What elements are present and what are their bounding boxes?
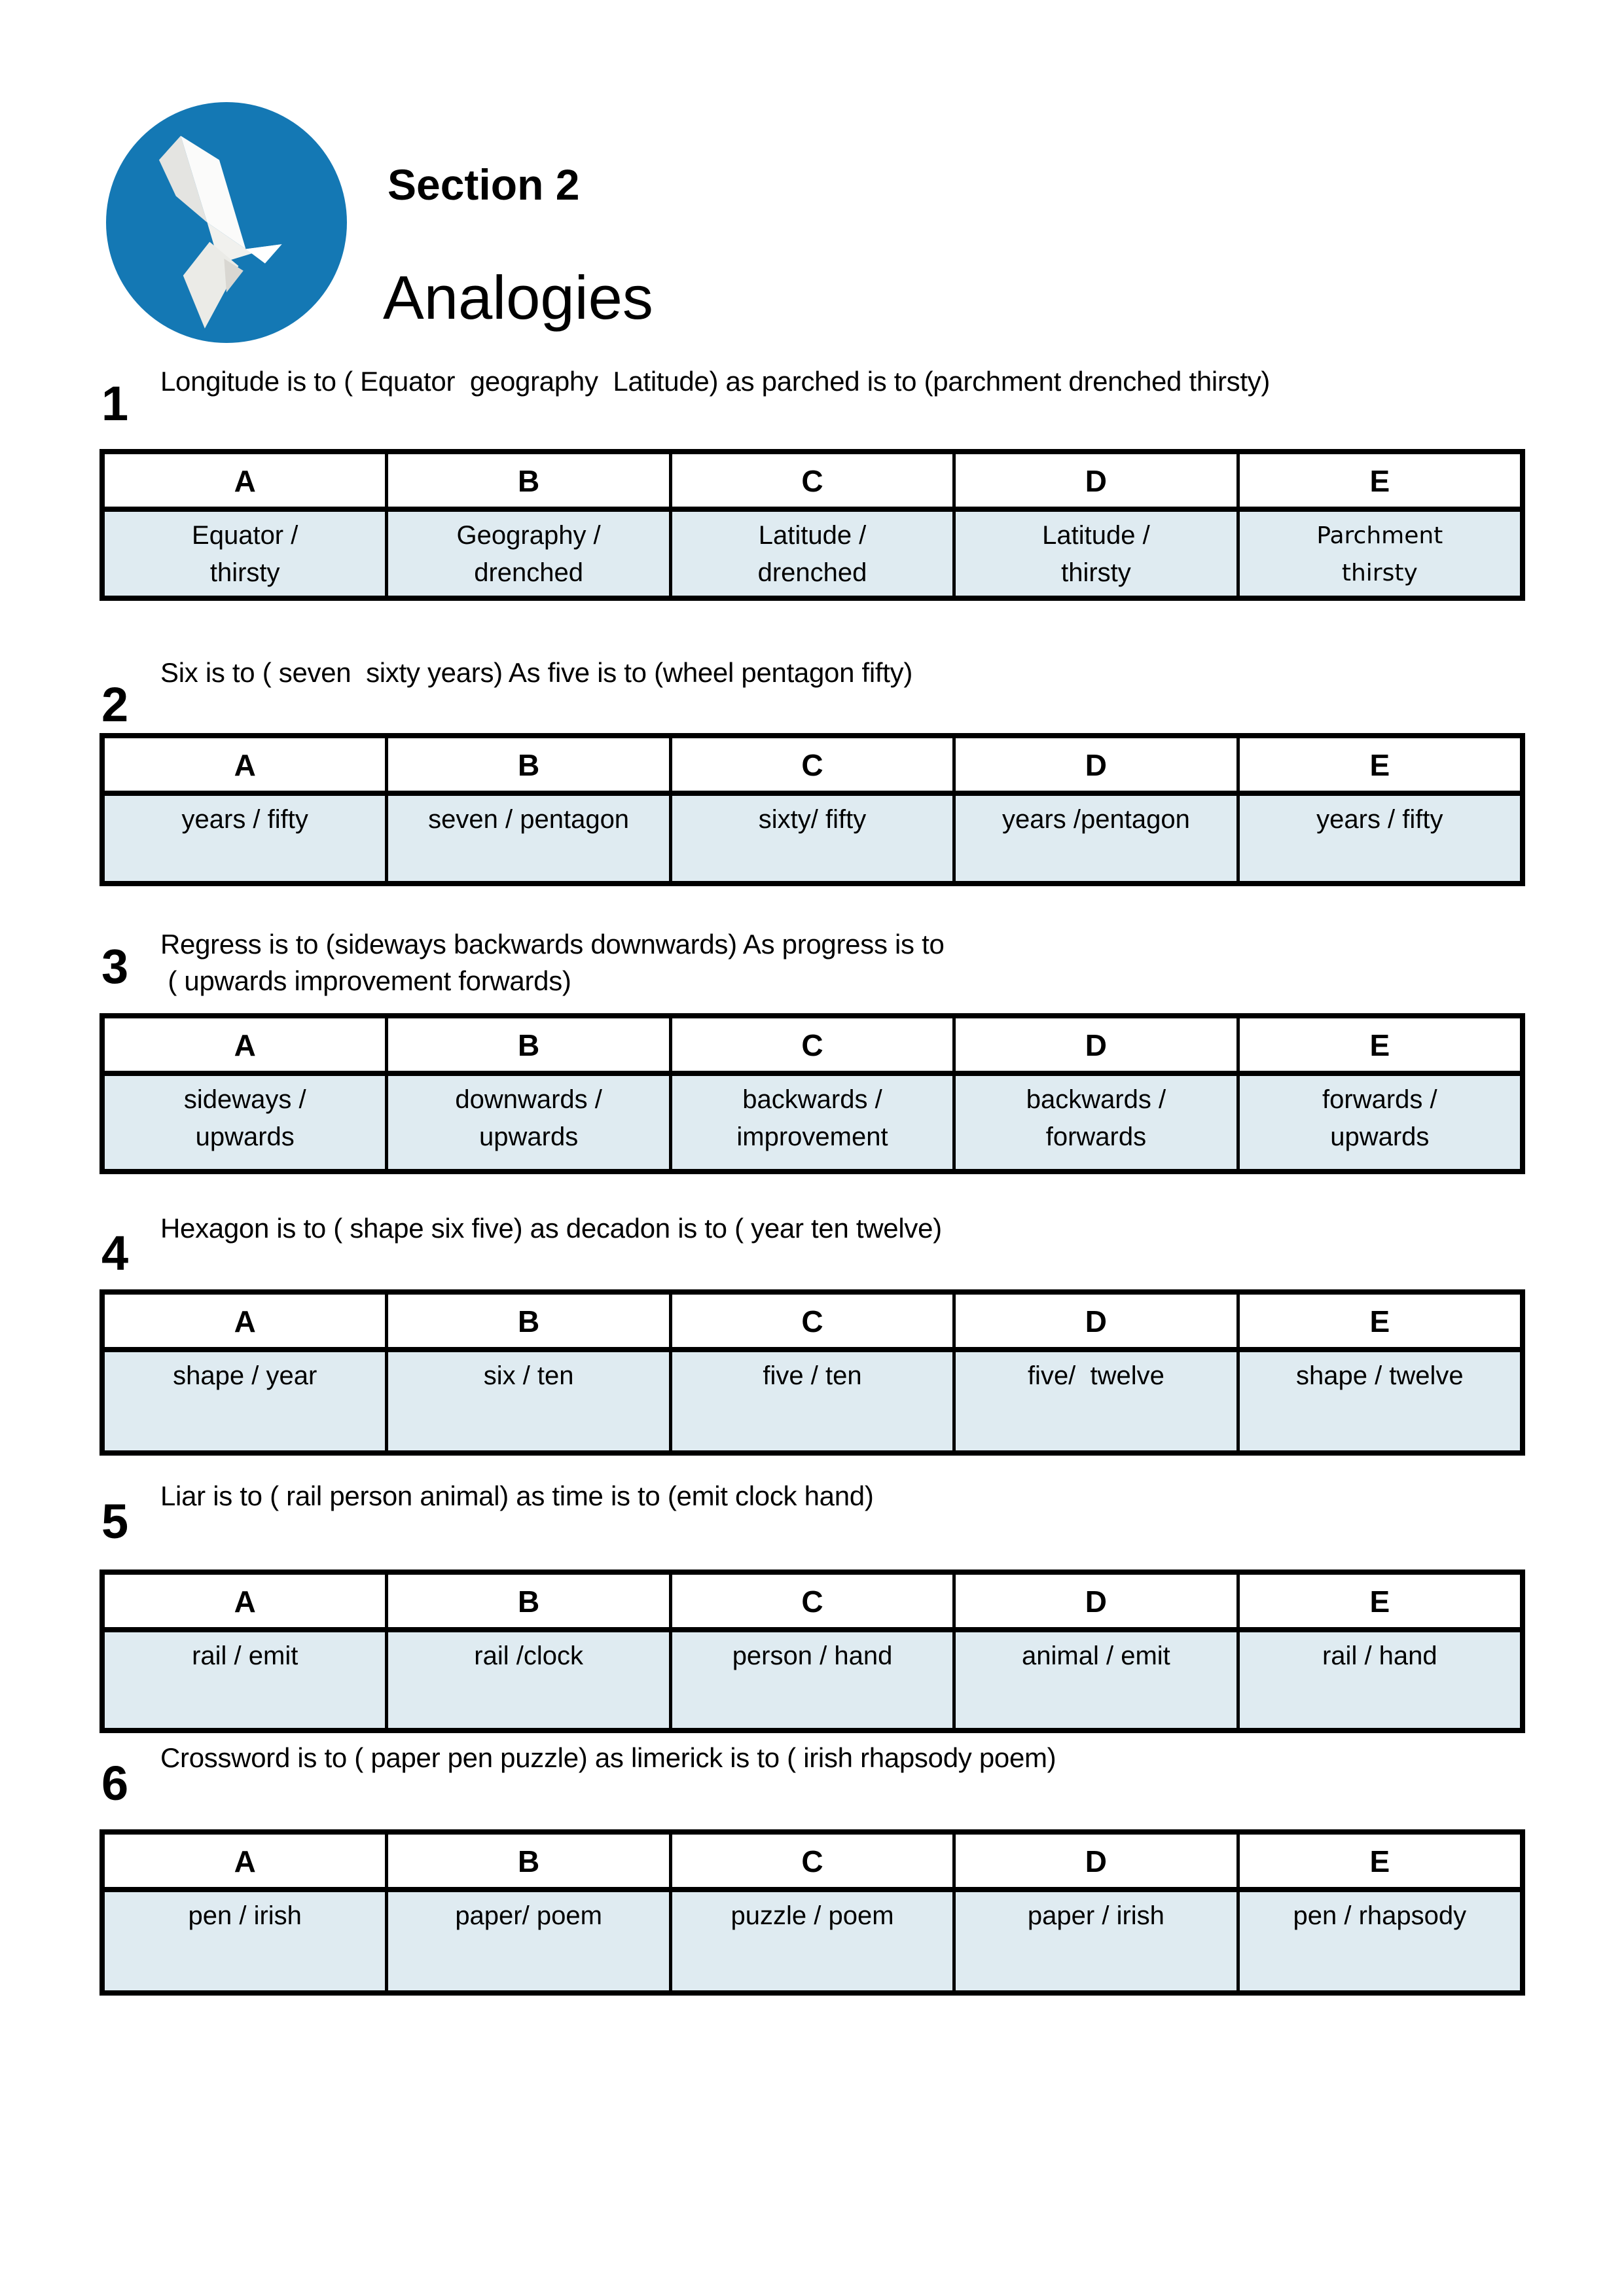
option-header-d: D [956, 1018, 1239, 1071]
option-header-b: B [388, 738, 672, 791]
question-6-number: 6 [101, 1756, 129, 1810]
option-cell-c [672, 1076, 956, 1169]
option-text: shape / twelve [1295, 1361, 1464, 1390]
option-cell-b [388, 1632, 672, 1728]
option-text: puzzle / poem [731, 1901, 894, 1930]
option-text: shape / year [173, 1361, 317, 1390]
option-text: thirsty [1061, 558, 1131, 587]
option-header-c: C [672, 454, 956, 507]
option-text: seven / pentagon [428, 805, 630, 834]
page-title: Analogies [383, 263, 653, 332]
option-text: sixty/ fifty [758, 805, 867, 834]
option-header-a: A [105, 1295, 388, 1347]
section-label: Section 2 [388, 160, 580, 209]
question-1-answer-table [99, 449, 1525, 601]
option-row [105, 512, 1520, 596]
option-cell-d [956, 1632, 1239, 1728]
option-header-row [105, 1018, 1520, 1076]
question-5-answer-table [99, 1570, 1525, 1733]
option-header-d: D [956, 738, 1239, 791]
option-text: rail /clock [474, 1641, 583, 1670]
option-cell-d [956, 512, 1239, 596]
option-cell-b [388, 1352, 672, 1450]
question-3-prompt-line2: ( upwards improvement forwards) [160, 965, 571, 996]
option-header-row [105, 1835, 1520, 1892]
option-text: Latitude / [758, 521, 867, 550]
option-header-c: C [672, 1295, 956, 1347]
option-text: backwards / [742, 1085, 882, 1114]
question-2-prompt: Six is to ( seven sixty years) As five is to (wheel pentagon fifty) [160, 657, 913, 688]
option-cell-a [105, 796, 388, 881]
option-header-d: D [956, 1295, 1239, 1347]
question-5-number: 5 [101, 1494, 129, 1549]
question-3-prompt: Regress is to (sideways backwards downwards) As progress is to [160, 929, 945, 960]
option-header-b: B [388, 1295, 672, 1347]
option-text: downwards / [455, 1085, 602, 1114]
option-text: animal / emit [1022, 1641, 1170, 1670]
option-text: thirsty [209, 558, 280, 587]
option-header-b: B [388, 1018, 672, 1071]
option-header-d: D [956, 454, 1239, 507]
option-header-d: D [956, 1575, 1239, 1627]
option-cell-a [105, 1892, 388, 1990]
option-text: upwards [479, 1122, 579, 1151]
option-cell-d [956, 1892, 1239, 1990]
option-header-c: C [672, 1835, 956, 1887]
option-header-a: A [105, 454, 388, 507]
option-text: Latitude / [1042, 521, 1150, 550]
option-cell-e [1240, 1632, 1520, 1728]
question-2-number: 2 [101, 677, 129, 732]
option-header-e: E [1369, 1585, 1390, 1619]
option-text: rail / emit [192, 1641, 298, 1670]
option-text: upwards [195, 1122, 295, 1151]
option-header-e: E [1369, 1844, 1390, 1878]
option-text: sideways / [183, 1085, 306, 1114]
option-row [105, 1352, 1520, 1450]
question-4-prompt: Hexagon is to ( shape six five) as decadon is to ( year ten twelve) [160, 1213, 942, 1244]
question-6-answer-table [99, 1829, 1525, 1996]
option-header-a: A [105, 1575, 388, 1627]
option-row [105, 1632, 1520, 1728]
option-text: Parchment [1316, 522, 1443, 549]
question-4-number: 4 [101, 1226, 129, 1280]
option-text: forwards [1045, 1122, 1147, 1151]
option-header-row [105, 738, 1520, 796]
option-text: five / ten [763, 1361, 862, 1390]
option-cell-e [1240, 1352, 1520, 1450]
option-header-row [105, 1295, 1520, 1352]
option-cell-c [672, 512, 956, 596]
option-header-c: C [672, 738, 956, 791]
option-text: years /pentagon [1001, 805, 1190, 834]
origami-bird-logo [106, 102, 347, 343]
option-cell-e [1240, 512, 1520, 596]
question-4-answer-table [99, 1289, 1525, 1456]
option-cell-a [105, 1632, 388, 1728]
option-header-b: B [388, 454, 672, 507]
option-text: upwards [1330, 1122, 1430, 1151]
option-text: Equator / [192, 521, 298, 550]
option-row [105, 796, 1520, 881]
option-row [105, 1892, 1520, 1990]
question-3-answer-table [99, 1013, 1525, 1174]
option-text: years / fifty [181, 805, 308, 834]
question-1-number: 1 [101, 376, 129, 431]
option-cell-a [105, 1352, 388, 1450]
option-header-e: E [1369, 1304, 1390, 1338]
option-text: six / ten [483, 1361, 574, 1390]
option-cell-d [956, 1352, 1239, 1450]
option-cell-e [1240, 796, 1520, 881]
option-cell-b [388, 1076, 672, 1169]
option-header-b: B [388, 1575, 672, 1627]
option-cell-b [388, 1892, 672, 1990]
option-text: improvement [736, 1122, 888, 1151]
option-cell-c [672, 1632, 956, 1728]
option-cell-a [105, 1076, 388, 1169]
option-text: thirsty [1341, 560, 1418, 586]
option-header-e: E [1369, 1028, 1390, 1062]
option-text: rail / hand [1322, 1641, 1437, 1670]
option-text: person / hand [732, 1641, 893, 1670]
option-row [105, 1076, 1520, 1169]
option-text: paper/ poem [455, 1901, 602, 1930]
option-header-a: A [105, 1835, 388, 1887]
option-text: pen / irish [188, 1901, 302, 1930]
option-header-a: A [105, 1018, 388, 1071]
option-text: drenched [474, 558, 583, 587]
question-3-number: 3 [101, 939, 129, 994]
option-header-e: E [1369, 748, 1390, 782]
option-cell-d [956, 1076, 1239, 1169]
option-cell-c [672, 1892, 956, 1990]
option-cell-e [1240, 1892, 1520, 1990]
option-text: years / fifty [1316, 805, 1443, 834]
option-cell-c [672, 796, 956, 881]
option-header-b: B [388, 1835, 672, 1887]
option-header-e: E [1369, 464, 1390, 498]
option-text: five/ twelve [1027, 1361, 1164, 1390]
option-cell-e [1240, 1076, 1520, 1169]
option-header-a: A [105, 738, 388, 791]
option-cell-c [672, 1352, 956, 1450]
option-cell-a [105, 512, 388, 596]
option-header-c: C [672, 1575, 956, 1627]
option-text: drenched [757, 558, 867, 587]
option-text: paper / irish [1027, 1901, 1164, 1930]
option-header-d: D [956, 1835, 1239, 1887]
question-1-prompt: Longitude is to ( Equator geography Latitude) as parched is to (parchment drenched thirsty) [160, 366, 1271, 397]
option-text: backwards / [1026, 1085, 1166, 1114]
option-cell-d [956, 796, 1239, 881]
option-header-row [105, 454, 1520, 512]
option-text: pen / rhapsody [1293, 1901, 1467, 1930]
option-text: Geography / [456, 521, 601, 550]
option-cell-b [388, 796, 672, 881]
option-cell-b [388, 512, 672, 596]
option-header-c: C [672, 1018, 956, 1071]
option-text: forwards / [1322, 1085, 1437, 1114]
option-header-row [105, 1575, 1520, 1632]
question-5-prompt: Liar is to ( rail person animal) as time is to (emit clock hand) [160, 1480, 874, 1511]
question-6-prompt: Crossword is to ( paper pen puzzle) as limerick is to ( irish rhapsody poem) [160, 1742, 1056, 1773]
question-2-answer-table [99, 733, 1525, 886]
